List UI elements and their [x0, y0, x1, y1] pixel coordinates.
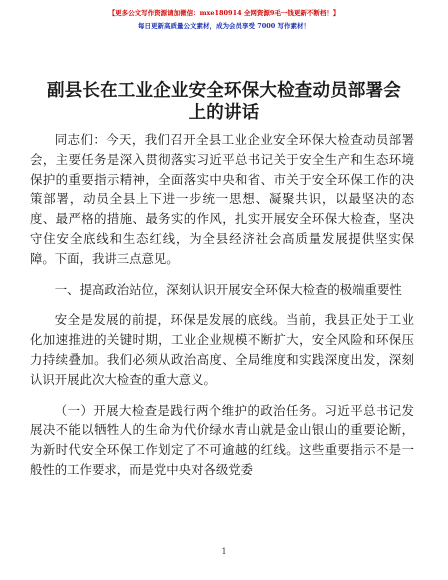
document-body [30, 130, 414, 480]
title-line-2: 上的讲话 [188, 103, 260, 123]
promo-banner-line-2: 每日更新高质量公文素材，成为会员享受 7000 写作素材！ [137, 22, 311, 30]
page-number: 1 [221, 547, 227, 556]
body-paragraph: 安全是发展的前提，环保是发展的底线。当前，我县正处于工业化加速推进的关键时期，工业企业规模不断扩大，安全风险和环保压力持续叠加。我们必须从政治高度、全局维度和实践深度出发，深刻认识开展此次大检查的重大意义。 [30, 312, 414, 387]
title-line-1: 副县长在工业企业安全环保大检查动员部署会 [47, 81, 401, 101]
promo-banner-line-1: 【更多公文写作资源请加微信：mxe180914 全网资源9毛一钱更新不断档！】 [108, 9, 340, 17]
opening-paragraph: 同志们：今天，我们召开全县工业企业安全环保大检查动员部署会，主要任务是深入贯彻落实习近平总书记关于安全生产和生态环境保护的重要指示精神，全面落实中央和省、市关于安全环保工作的决策部署，动员全县上下进一步统一思想、凝聚共识，以最坚决的态度、最严格的措施、最务实的作风，扎实开展安全环保大检查，坚决守住安全底线和生态红线，为全县经济社会高质量发展提供坚实保障。下面，我讲三点意见。 [30, 132, 414, 266]
document-title [30, 80, 418, 124]
section-heading-1: 一、提高政治站位，深刻认识开展安全环保大检查的极端重要性 [54, 281, 402, 297]
subsection-paragraph: （一）开展大检查是践行两个维护的政治任务。习近平总书记发展决不能以牺牲人的生命为代价绿水青山就是金山银山的重要论断，为新时代安全环保工作划定了不可逾越的红线。这些重要指示不是一般性的工作要求，而是党中央对各级党委 [30, 402, 414, 477]
